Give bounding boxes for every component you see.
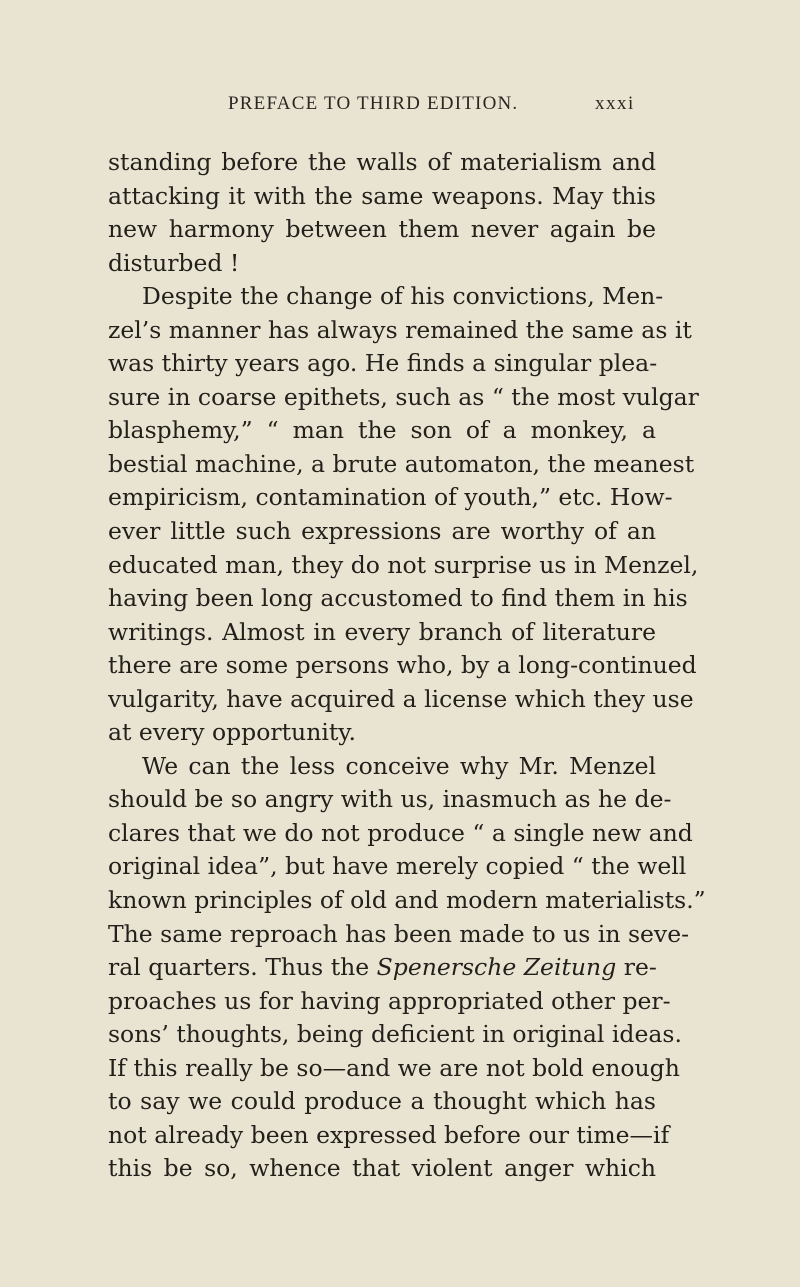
text-line: sons’ thoughts, being deficient in original ideas. [108,1020,682,1049]
text-line: new harmony between them never again be [108,215,656,244]
running-head [0,93,800,123]
text-line: was thirty years ago. He finds a singular plea- [108,349,658,378]
text-line: ever little such expressions are worthy of an [108,517,656,546]
text-line: at every opportunity. [108,718,356,747]
text-line: should be so angry with us, inasmuch as he de- [108,785,672,814]
text-line: not already been expressed before our time—if [108,1120,670,1149]
text-line: known principles of old and modern materialists.” [108,886,706,915]
text-line: proaches us for having appropriated other per- [108,986,671,1015]
text-line: blasphemy,” “ man the son of a monkey, a [108,416,656,445]
text-line: educated man, they do not surprise us in Menzel, [108,550,699,579]
text-line: disturbed ! [108,248,240,277]
text-line: standing before the walls of materialism and [108,148,656,176]
text-line: The same reproach has been made to us in seve- [108,919,690,948]
page-number: xxxi [595,93,635,114]
text-line: empiricism, contamination of youth,” etc. How- [108,483,673,512]
text-line: zel’s manner has always remained the same as it [108,315,692,344]
text-line: there are some persons who, by a long-continued [108,651,697,680]
text-line: writings. Almost in every branch of literature [108,617,656,646]
text-line: this be so, whence that violent anger which [108,1154,656,1183]
text-line: We can the less conceive why Mr. Menzel [142,751,656,780]
text-line: vulgarity, have acquired a license which they use [108,684,694,713]
running-head-title: PREFACE TO THIRD EDITION. [228,93,519,114]
text-line: sure in coarse epithets, such as “ the most vulgar [108,382,699,411]
text-run: re- [616,953,657,982]
text-run: ral quarters. Thus the [108,953,377,982]
text-line [108,951,656,985]
text-line: to say we could produce a thought which has [108,1087,656,1116]
newspaper-title: Spenersche Zeitung [376,953,617,982]
text-line: attacking it with the same weapons. May this [108,181,656,210]
body-text [108,146,706,1186]
text-line: original idea”, but have merely copied “ the well [108,852,687,881]
text-line: Despite the change of his convictions, Men- [142,282,664,311]
text-line: If this really be so—and we are not bold enough [108,1053,680,1082]
text-line: clares that we do not produce “ a single new and [108,818,693,847]
text-line: having been long accustomed to find them in his [108,584,688,613]
text-line: bestial machine, a brute automaton, the meanest [108,449,695,478]
